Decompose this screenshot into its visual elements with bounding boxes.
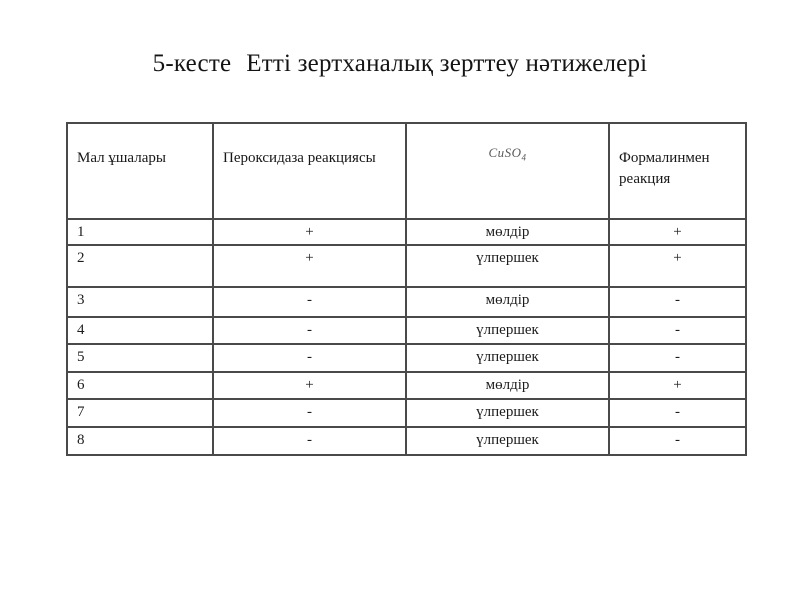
cell-sample-id: 6 [67,372,213,399]
cell-formalin: - [609,317,746,344]
column-header-peroxidase: Пероксидаза реакциясы [213,123,406,219]
table-header-row [67,123,746,219]
cell-formalin: + [609,219,746,245]
cell-cuso4: үлпершек [406,427,609,455]
cell-peroxidase: - [213,287,406,317]
cell-formalin: - [609,427,746,455]
cell-sample-id: 1 [67,219,213,245]
cell-sample-id: 3 [67,287,213,317]
cell-peroxidase: + [213,245,406,287]
table-row [67,427,746,455]
cell-cuso4: мөлдір [406,372,609,399]
table-row [67,245,746,287]
column-header-formalin: Формалинмен реакция [609,123,746,219]
cuso4-formula-base: CuSO [488,145,522,160]
cuso4-formula [488,145,527,163]
cell-cuso4: үлпершек [406,399,609,427]
table-row [67,287,746,317]
cell-cuso4: үлпершек [406,317,609,344]
cell-peroxidase: - [213,317,406,344]
table-row [67,317,746,344]
results-table [66,122,747,456]
cell-cuso4: үлпершек [406,245,609,287]
cell-peroxidase: - [213,399,406,427]
cell-cuso4: мөлдір [406,287,609,317]
cell-formalin: + [609,245,746,287]
cell-formalin: - [609,399,746,427]
cell-cuso4: мөлдір [406,219,609,245]
column-header-carcasses: Мал ұшалары [67,123,213,219]
cell-sample-id: 5 [67,344,213,372]
cell-cuso4: үлпершек [406,344,609,372]
table-row [67,219,746,245]
cell-sample-id: 2 [67,245,213,287]
cell-formalin: - [609,287,746,317]
cell-sample-id: 4 [67,317,213,344]
cuso4-formula-subscript: 4 [521,152,527,163]
table-row [67,399,746,427]
cell-peroxidase: - [213,344,406,372]
cell-peroxidase: + [213,219,406,245]
table-row [67,344,746,372]
cell-formalin: - [609,344,746,372]
column-header-cuso4 [406,123,609,219]
cell-peroxidase: + [213,372,406,399]
cell-peroxidase: - [213,427,406,455]
cell-formalin: + [609,372,746,399]
cell-sample-id: 7 [67,399,213,427]
page-title-prefix: 5-кесте [152,50,232,77]
table-row [67,372,746,399]
page-title [0,50,800,78]
cell-sample-id: 8 [67,427,213,455]
page-title-text: Етті зертханалық зерттеу нәтижелері [246,50,648,77]
